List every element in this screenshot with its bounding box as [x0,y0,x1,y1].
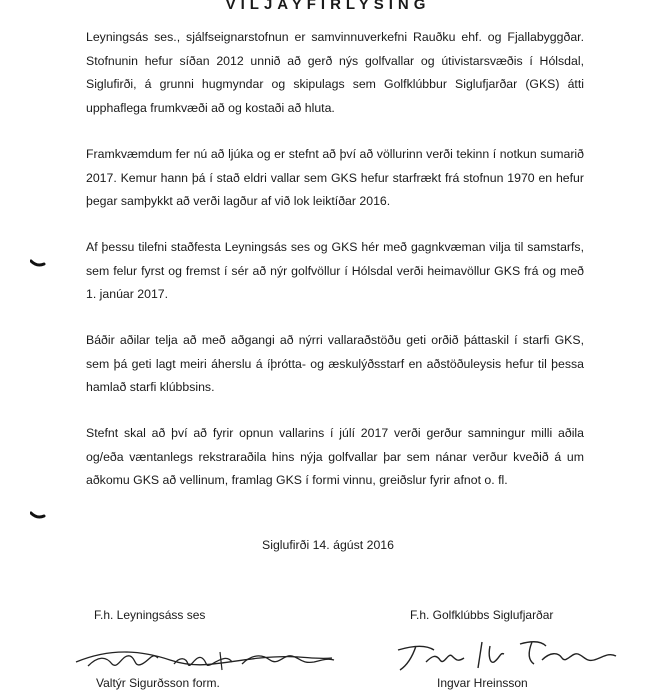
signature-left [70,640,340,676]
paragraph-1: Leyningsás ses., sjálfseignarstofnun er samvinnuverkefni Rauðku ehf. og Fjallabyggðar. Stofnunin hefur síðan 2012 unnið að gerð nýs golfvallar og útivistarsvæðis í Hólsdal, Siglufirði, á grunni hugmyndar og skipulags sem Golfklúbbur Siglufjarðar (GKS) átti upphaflega frumkvæði að og kostaði að hluta. [86,30,584,115]
scan-mark [30,258,46,268]
paragraph-4: Báðir aðilar telja að með aðgangi að nýrri vallaraðstöðu geti orðið þáttaskil í starfi GKS, sem þá geti lagt meiri áherslu á íþrótta- og æskulýðsstarf en aðstöðuleysis hefur til þessa hamlað starfi klúbbsins. [86,333,584,394]
scan-mark [30,510,46,520]
signatory-name-right: Ingvar Hreinsson [437,676,528,690]
signature-caption-left: F.h. Leyningsáss ses [94,608,206,622]
signature-right [392,636,632,676]
signature-caption-right: F.h. Golfklúbbs Siglufjarðar [410,608,554,622]
document-title: VILJAYFIRLYSING [225,0,431,13]
signatory-name-left: Valtýr Sigurðsson form. [96,676,220,690]
paragraph-5: Stefnt skal að því að fyrir opnun vallarins í júlí 2017 verði gerður samningur milli aðila og/eða væntanlegs rekstraraðila hins nýja golfvallar þar sem nánar verður kveðið á um aðkomu GKS að vellinum, framlag GKS í formi vinnu, greiðslur fyrir afnot o. fl. [86,426,584,487]
place-and-date: Siglufirði 14. ágúst 2016 [262,538,394,552]
paragraph-3: Af þessu tilefni staðfesta Leyningsás ses og GKS hér með gagnkvæman vilja til samstarfs, sem felur fyrst og fremst í sér að nýr golfvöllur í Hólsdal verði heimavöllur GKS frá og með 1. janúar 2017. [86,240,584,301]
paragraph-2: Framkvæmdum fer nú að ljúka og er stefnt að því að völlurinn verði tekinn í notkun sumarið 2017. Kemur hann þá í stað eldri vallar sem GKS hefur starfrækt frá stofnun 1970 en hefur þegar samþykkt að verði lagður af við lok leiktíðar 2016. [86,147,584,208]
